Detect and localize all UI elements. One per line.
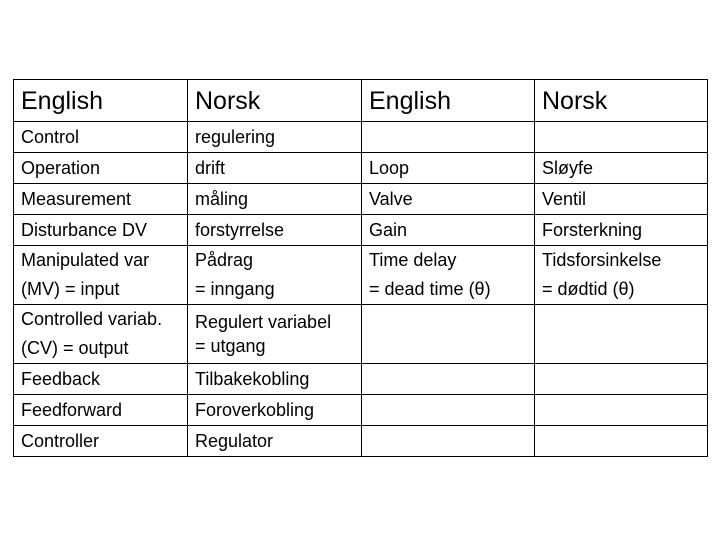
term-text: Control (21, 126, 80, 147)
term-cell-norsk (535, 426, 708, 457)
term-cell-norsk (535, 215, 708, 246)
term-text: Valve (369, 188, 413, 209)
term-cell-english (14, 364, 188, 395)
term-text: = inngang (195, 279, 275, 299)
term-text: Feedback (21, 368, 101, 389)
term-text: Loop (369, 157, 410, 178)
term-cell-norsk (188, 184, 362, 215)
term-text: Regulator (195, 430, 274, 451)
term-text: = dead time (θ) (369, 279, 491, 299)
term-cell-english (14, 426, 188, 457)
term-cell-english (14, 246, 188, 305)
term-cell-norsk (535, 153, 708, 184)
term-cell-norsk (188, 395, 362, 426)
glossary-table (13, 79, 708, 457)
term-text: Operation (21, 157, 101, 178)
header-cell-norsk: Norsk (535, 80, 708, 122)
term-cell-english (14, 153, 188, 184)
term-text: Ventil (542, 188, 587, 209)
term-cell-norsk (535, 364, 708, 395)
term-cell-norsk (188, 305, 362, 364)
term-text: Regulert variabel (195, 312, 332, 332)
term-text: Forsterkning (542, 219, 643, 240)
table-row (14, 122, 708, 153)
term-text: Feedforward (21, 399, 123, 420)
term-text: Time delay (369, 250, 457, 270)
term-cell-norsk (188, 364, 362, 395)
term-cell-norsk (188, 122, 362, 153)
table-row (14, 246, 708, 305)
term-cell-english (362, 246, 535, 305)
term-text: Tidsforsinkelse (542, 250, 662, 270)
term-cell-english (14, 215, 188, 246)
term-cell-norsk (188, 426, 362, 457)
term-text: regulering (195, 126, 276, 147)
term-cell-english (362, 395, 535, 426)
term-cell-norsk (535, 122, 708, 153)
table-header-row (14, 80, 708, 122)
header-cell-english: English (362, 80, 535, 122)
table-row (14, 215, 708, 246)
table-row (14, 395, 708, 426)
term-text: drift (195, 157, 226, 178)
term-text: Tilbakekobling (195, 368, 310, 389)
term-text: forstyrrelse (195, 219, 285, 240)
term-cell-norsk (535, 184, 708, 215)
term-text: = utgang (195, 336, 266, 356)
term-cell-english (362, 215, 535, 246)
table-row (14, 364, 708, 395)
term-text: Sløyfe (542, 157, 594, 178)
term-cell-english (362, 364, 535, 395)
term-cell-english (14, 122, 188, 153)
table-row (14, 153, 708, 184)
term-cell-english (362, 184, 535, 215)
term-cell-norsk (188, 246, 362, 305)
term-cell-english (14, 184, 188, 215)
table-row (14, 305, 708, 364)
term-text: = dødtid (θ) (542, 279, 635, 299)
term-text: Controller (21, 430, 100, 451)
term-text: Gain (369, 219, 408, 240)
term-cell-norsk (188, 153, 362, 184)
term-text: Measurement (21, 188, 132, 209)
term-cell-english (14, 305, 188, 364)
term-cell-norsk (188, 215, 362, 246)
term-text: Pådrag (195, 250, 254, 270)
table-row (14, 184, 708, 215)
term-text: måling (195, 188, 249, 209)
term-text: Foroverkobling (195, 399, 315, 420)
term-cell-english (14, 395, 188, 426)
term-cell-english (362, 122, 535, 153)
term-text: Controlled variab. (21, 309, 163, 329)
header-cell-english: English (14, 80, 188, 122)
header-cell-norsk: Norsk (188, 80, 362, 122)
term-cell-norsk (535, 395, 708, 426)
term-cell-english (362, 305, 535, 364)
term-text: (CV) = output (21, 338, 129, 358)
term-text: Manipulated var (21, 250, 150, 270)
term-cell-norsk (535, 305, 708, 364)
table-row (14, 426, 708, 457)
term-cell-norsk (535, 246, 708, 305)
term-cell-english (362, 426, 535, 457)
term-text: Disturbance DV (21, 219, 148, 240)
term-cell-english (362, 153, 535, 184)
term-text: (MV) = input (21, 279, 120, 299)
